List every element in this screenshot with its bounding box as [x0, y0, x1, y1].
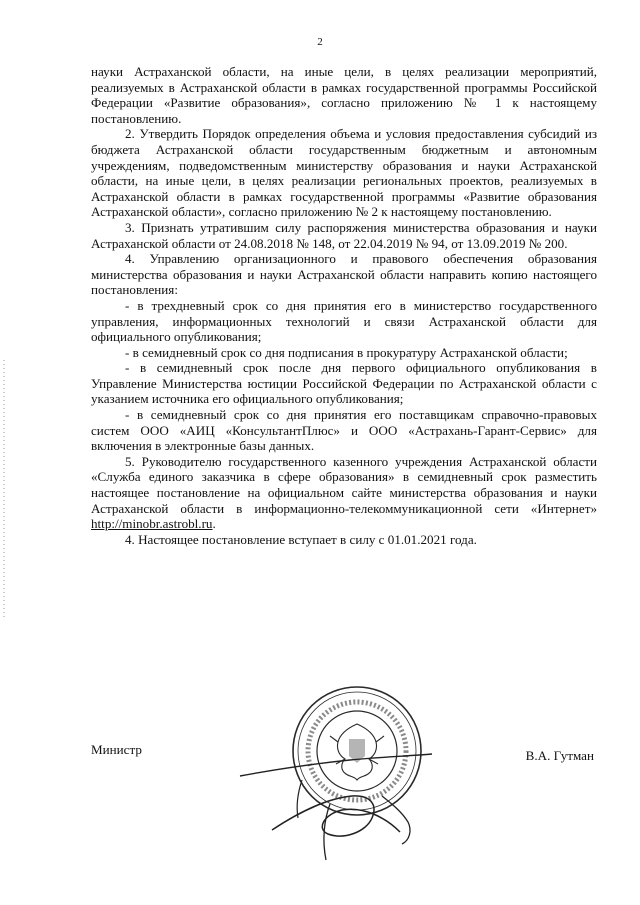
paragraph-4-item-3: - в семидневный срок после дня первого официального опубликования в Управление Министерства юстиции Российской Федерации по Астраханской области с указанием источника его официального опубликования; — [91, 360, 597, 407]
paragraph-6: 4. Настоящее постановление вступает в силу с 01.01.2021 года. — [125, 531, 477, 547]
handwritten-signature — [232, 700, 452, 870]
page-number: 2 — [317, 36, 323, 48]
paragraph-4-item-4: - в семидневный срок со дня принятия его поставщикам справочно-правовых систем ООО «АИЦ «КонсультантПлюс» и ООО «Астрахань-Гарант-Сервис» для включения в электронные базы данных. — [91, 407, 597, 454]
signatory-name: В.А. Гутман — [525, 748, 594, 763]
document-body — [91, 64, 597, 547]
paragraph-4-item-1: - в трехдневный срок со дня принятия его в министерство государственного управления, информационных технологий и связи Астраханской области для официального опубликования; — [91, 297, 597, 345]
paragraph-1-continuation: науки Астраханской области, на иные цели, в целях реализации мероприятий, реализуемых в Астраханской области в рамках государственной программы Российской Федерации «Развитие образования», согласно приложению № 1 к настоящему постановлению. — [91, 64, 597, 126]
paragraph-3: 3. Признать утратившим силу распоряжения министерства образования и науки Астраханской области от 24.08.2018 № 148, от 22.04.2019 № 94, от 13.09.2019 № 200. — [91, 219, 597, 251]
signatory-title: Министр — [91, 742, 142, 757]
paragraph-5 — [91, 454, 597, 532]
paragraph-4: 4. Управлению организационного и правового обеспечения образования министерства образования и науки Астраханской области направить копию настоящего постановления: — [91, 251, 597, 298]
paragraph-5-end: . — [212, 516, 216, 532]
website-link[interactable]: http://minobr.astrobl.ru — [91, 516, 213, 532]
binding-margin-marks — [2, 360, 6, 620]
paragraph-2: 2. Утвердить Порядок определения объема и условия предоставления субсидий из бюджета Астраханской области государственным бюджетным и автономным учреждениям, подведомственным министерству образования и науки Астраханской области, на иные цели, в целях реализации региональных проектов, реализуемых в Астраханской области в рамках государственной программы «Развитие образования Астраханской области», согласно приложению № 2 к настоящему постановлению. — [91, 126, 597, 220]
paragraph-5-text: 5. Руководителю государственного казенного учреждения Астраханской области «Служба единого заказчика в сфере образования» в семидневный срок разместить настоящее постановление на официальном сайте министерства образования и науки Астраханской области в информационно-телекоммуникационной сети «Интернет» — [91, 453, 597, 516]
paragraph-4-item-2: - в семидневный срок со дня подписания в прокуратуру Астраханской области; — [125, 344, 568, 360]
